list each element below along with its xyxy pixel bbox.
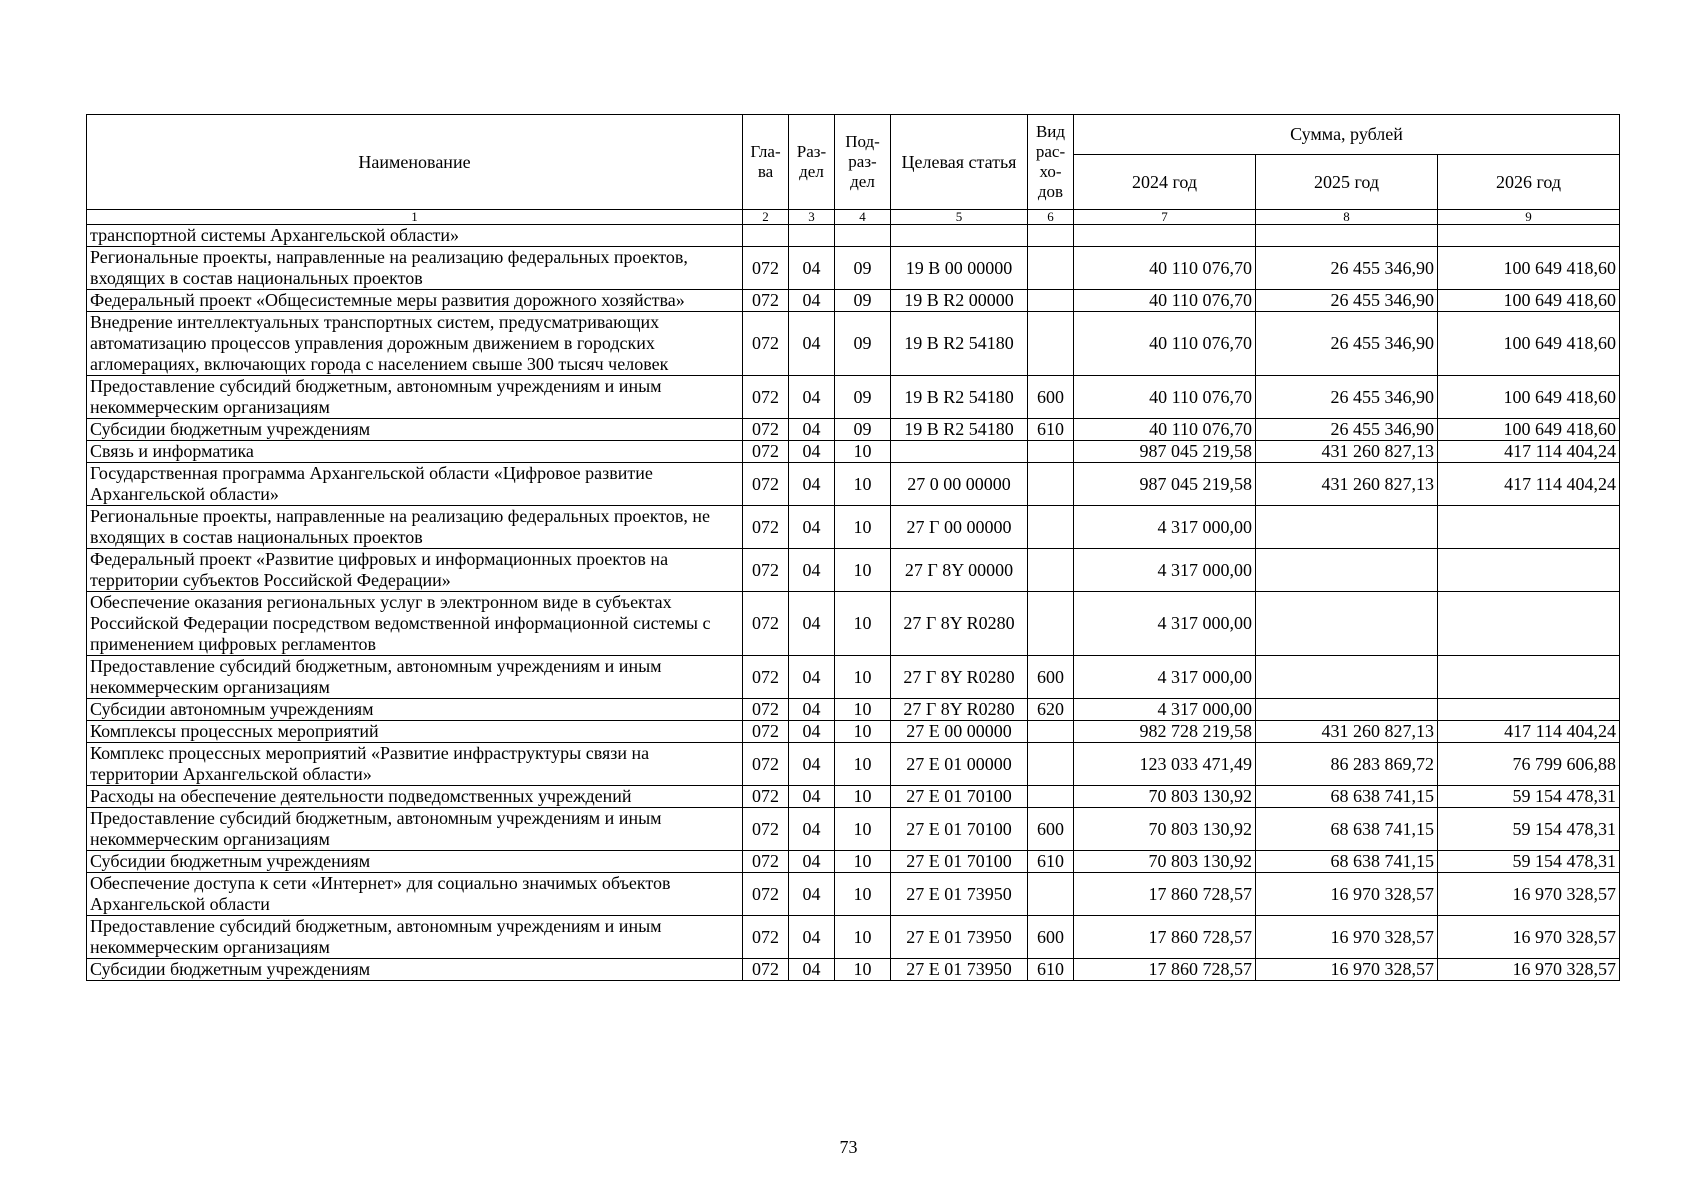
row-2025-amount: 16 970 328,57 [1256, 916, 1438, 959]
row-2024-amount [1074, 225, 1256, 247]
row-2025-amount: 86 283 869,72 [1256, 743, 1438, 786]
row-2026-amount [1438, 225, 1620, 247]
row-podrazdel-cell: 09 [835, 419, 891, 441]
row-vid-cell: 600 [1028, 376, 1074, 419]
row-razdel-cell: 04 [789, 656, 835, 699]
row-razdel-cell: 04 [789, 247, 835, 290]
row-podrazdel-cell: 10 [835, 699, 891, 721]
column-number-row [87, 210, 1620, 225]
column-number: 9 [1438, 210, 1620, 225]
header-podrazdel: Под-раз-дел [835, 115, 891, 210]
row-2026-amount: 100 649 418,60 [1438, 312, 1620, 376]
row-razdel-cell: 04 [789, 506, 835, 549]
column-number: 3 [789, 210, 835, 225]
row-2026-amount: 417 114 404,24 [1438, 463, 1620, 506]
table-row [87, 441, 1620, 463]
column-number: 8 [1256, 210, 1438, 225]
row-target-cell: 19 В R2 54180 [891, 419, 1028, 441]
row-name-cell: Субсидии бюджетным учреждениям [87, 851, 743, 873]
page-number: 73 [839, 1137, 858, 1157]
row-name-cell: Предоставление субсидий бюджетным, автономным учреждениям и иным некоммерческим организациям [87, 916, 743, 959]
table-row [87, 376, 1620, 419]
row-podrazdel-cell: 10 [835, 592, 891, 656]
row-2025-amount: 68 638 741,15 [1256, 808, 1438, 851]
table-row [87, 247, 1620, 290]
row-2024-amount: 40 110 076,70 [1074, 376, 1256, 419]
row-target-cell: 19 В R2 54180 [891, 312, 1028, 376]
row-name-cell: Обеспечение доступа к сети «Интернет» для социально значимых объектов Архангельской области [87, 873, 743, 916]
row-target-cell: 27 0 00 00000 [891, 463, 1028, 506]
row-2025-amount [1256, 225, 1438, 247]
row-name-cell: Предоставление субсидий бюджетным, автономным учреждениям и иным некоммерческим организациям [87, 808, 743, 851]
row-2026-amount: 100 649 418,60 [1438, 419, 1620, 441]
row-2026-amount: 16 970 328,57 [1438, 916, 1620, 959]
table-row [87, 225, 1620, 247]
row-vid-cell: 600 [1028, 808, 1074, 851]
row-2024-amount: 4 317 000,00 [1074, 549, 1256, 592]
table-row [87, 506, 1620, 549]
row-target-cell: 19 В 00 00000 [891, 247, 1028, 290]
row-2024-amount: 40 110 076,70 [1074, 247, 1256, 290]
row-target-cell: 27 Г 8Y R0280 [891, 656, 1028, 699]
row-2026-amount [1438, 699, 1620, 721]
table-row [87, 312, 1620, 376]
row-vid-cell [1028, 463, 1074, 506]
row-target-cell [891, 441, 1028, 463]
column-number: 7 [1074, 210, 1256, 225]
row-glava-cell [743, 225, 789, 247]
row-glava-cell: 072 [743, 743, 789, 786]
row-podrazdel-cell: 10 [835, 786, 891, 808]
row-2025-amount: 431 260 827,13 [1256, 441, 1438, 463]
row-name-cell: Предоставление субсидий бюджетным, автономным учреждениям и иным некоммерческим организациям [87, 656, 743, 699]
row-2026-amount: 100 649 418,60 [1438, 247, 1620, 290]
row-2024-amount: 4 317 000,00 [1074, 699, 1256, 721]
header-name: Наименование [87, 115, 743, 210]
row-glava-cell: 072 [743, 441, 789, 463]
row-name-cell: Комплекс процессных мероприятий «Развитие инфраструктуры связи на территории Архангельской области» [87, 743, 743, 786]
row-vid-cell: 620 [1028, 699, 1074, 721]
row-glava-cell: 072 [743, 873, 789, 916]
row-glava-cell: 072 [743, 786, 789, 808]
row-vid-cell: 600 [1028, 916, 1074, 959]
row-name-cell: Внедрение интеллектуальных транспортных систем, предусматривающих автоматизацию процессов управления дорожным движением в городских агломерациях, включающих города с населением свыше 300 тысяч человек [87, 312, 743, 376]
row-2026-amount: 59 154 478,31 [1438, 786, 1620, 808]
row-podrazdel-cell: 10 [835, 721, 891, 743]
row-2026-amount [1438, 506, 1620, 549]
row-vid-cell [1028, 721, 1074, 743]
row-2026-amount: 16 970 328,57 [1438, 959, 1620, 981]
row-podrazdel-cell: 09 [835, 247, 891, 290]
row-target-cell: 27 Г 8Y R0280 [891, 699, 1028, 721]
row-name-cell: транспортной системы Архангельской области» [87, 225, 743, 247]
row-2026-amount: 16 970 328,57 [1438, 873, 1620, 916]
row-2025-amount [1256, 506, 1438, 549]
row-2025-amount: 16 970 328,57 [1256, 873, 1438, 916]
row-vid-cell [1028, 873, 1074, 916]
column-number: 6 [1028, 210, 1074, 225]
row-glava-cell: 072 [743, 959, 789, 981]
row-razdel-cell: 04 [789, 851, 835, 873]
table-row [87, 463, 1620, 506]
table-row [87, 592, 1620, 656]
row-razdel-cell: 04 [789, 959, 835, 981]
row-glava-cell: 072 [743, 506, 789, 549]
row-vid-cell [1028, 247, 1074, 290]
table-row [87, 419, 1620, 441]
row-name-cell: Связь и информатика [87, 441, 743, 463]
row-glava-cell: 072 [743, 592, 789, 656]
row-target-cell: 19 В R2 54180 [891, 376, 1028, 419]
table-body [87, 225, 1620, 981]
table-row [87, 916, 1620, 959]
row-name-cell: Субсидии бюджетным учреждениям [87, 959, 743, 981]
row-2026-amount: 100 649 418,60 [1438, 290, 1620, 312]
row-target-cell: 27 Г 8Y R0280 [891, 592, 1028, 656]
row-2025-amount [1256, 592, 1438, 656]
row-2025-amount [1256, 549, 1438, 592]
row-razdel-cell: 04 [789, 721, 835, 743]
row-vid-cell [1028, 290, 1074, 312]
row-2025-amount: 26 455 346,90 [1256, 312, 1438, 376]
row-2025-amount: 68 638 741,15 [1256, 851, 1438, 873]
budget-table-sheet [86, 114, 1619, 981]
row-glava-cell: 072 [743, 290, 789, 312]
column-number: 1 [87, 210, 743, 225]
row-name-cell: Региональные проекты, направленные на реализацию федеральных проектов, не входящих в состав национальных проектов [87, 506, 743, 549]
row-vid-cell [1028, 506, 1074, 549]
row-2025-amount [1256, 656, 1438, 699]
row-glava-cell: 072 [743, 247, 789, 290]
header-target: Целевая статья [891, 115, 1028, 210]
row-2025-amount: 431 260 827,13 [1256, 463, 1438, 506]
row-name-cell: Предоставление субсидий бюджетным, автономным учреждениям и иным некоммерческим организациям [87, 376, 743, 419]
row-podrazdel-cell: 09 [835, 290, 891, 312]
row-glava-cell: 072 [743, 808, 789, 851]
row-glava-cell: 072 [743, 656, 789, 699]
row-2026-amount: 76 799 606,88 [1438, 743, 1620, 786]
row-name-cell: Федеральный проект «Развитие цифровых и информационных проектов на территории субъектов Российской Федерации» [87, 549, 743, 592]
row-2024-amount: 40 110 076,70 [1074, 290, 1256, 312]
row-razdel-cell: 04 [789, 376, 835, 419]
row-podrazdel-cell: 10 [835, 463, 891, 506]
row-podrazdel-cell: 10 [835, 441, 891, 463]
row-2024-amount: 4 317 000,00 [1074, 506, 1256, 549]
row-vid-cell [1028, 441, 1074, 463]
row-vid-cell [1028, 225, 1074, 247]
row-2026-amount [1438, 656, 1620, 699]
row-vid-cell: 610 [1028, 851, 1074, 873]
row-target-cell: 27 Е 01 70100 [891, 786, 1028, 808]
row-razdel-cell: 04 [789, 290, 835, 312]
row-glava-cell: 072 [743, 419, 789, 441]
row-podrazdel-cell: 10 [835, 916, 891, 959]
row-name-cell: Обеспечение оказания региональных услуг в электронном виде в субъектах Российской Федерации посредством ведомственной информационной системы с применением цифровых регламентов [87, 592, 743, 656]
row-podrazdel-cell: 10 [835, 851, 891, 873]
row-razdel-cell: 04 [789, 808, 835, 851]
table-row [87, 808, 1620, 851]
header-glava: Гла-ва [743, 115, 789, 210]
row-2025-amount: 68 638 741,15 [1256, 786, 1438, 808]
row-2024-amount: 40 110 076,70 [1074, 312, 1256, 376]
table-row [87, 873, 1620, 916]
row-podrazdel-cell [835, 225, 891, 247]
row-name-cell: Субсидии бюджетным учреждениям [87, 419, 743, 441]
row-2024-amount: 17 860 728,57 [1074, 959, 1256, 981]
header-year-2026: 2026 год [1438, 155, 1620, 210]
row-target-cell: 27 Г 00 00000 [891, 506, 1028, 549]
row-2026-amount [1438, 549, 1620, 592]
row-2026-amount: 417 114 404,24 [1438, 721, 1620, 743]
row-razdel-cell: 04 [789, 873, 835, 916]
row-razdel-cell: 04 [789, 592, 835, 656]
column-number: 2 [743, 210, 789, 225]
row-razdel-cell: 04 [789, 786, 835, 808]
row-2024-amount: 40 110 076,70 [1074, 419, 1256, 441]
row-glava-cell: 072 [743, 376, 789, 419]
row-target-cell: 27 Е 01 73950 [891, 873, 1028, 916]
row-podrazdel-cell: 09 [835, 312, 891, 376]
table-header [87, 115, 1620, 225]
row-2024-amount: 4 317 000,00 [1074, 592, 1256, 656]
table-row [87, 656, 1620, 699]
row-glava-cell: 072 [743, 699, 789, 721]
row-2025-amount: 26 455 346,90 [1256, 419, 1438, 441]
table-row [87, 549, 1620, 592]
row-2024-amount: 70 803 130,92 [1074, 808, 1256, 851]
row-vid-cell: 610 [1028, 419, 1074, 441]
row-2026-amount [1438, 592, 1620, 656]
column-number: 5 [891, 210, 1028, 225]
row-razdel-cell: 04 [789, 463, 835, 506]
row-podrazdel-cell: 10 [835, 549, 891, 592]
row-target-cell: 27 Е 01 00000 [891, 743, 1028, 786]
row-name-cell: Расходы на обеспечение деятельности подведомственных учреждений [87, 786, 743, 808]
row-name-cell: Государственная программа Архангельской области «Цифровое развитие Архангельской области» [87, 463, 743, 506]
table-row [87, 743, 1620, 786]
row-2024-amount: 987 045 219,58 [1074, 441, 1256, 463]
row-target-cell: 27 Е 01 70100 [891, 808, 1028, 851]
table-row [87, 721, 1620, 743]
row-glava-cell: 072 [743, 851, 789, 873]
row-2026-amount: 59 154 478,31 [1438, 808, 1620, 851]
row-target-cell: 27 Е 01 73950 [891, 959, 1028, 981]
row-target-cell [891, 225, 1028, 247]
row-glava-cell: 072 [743, 721, 789, 743]
row-target-cell: 19 В R2 00000 [891, 290, 1028, 312]
row-razdel-cell: 04 [789, 419, 835, 441]
row-2024-amount: 70 803 130,92 [1074, 786, 1256, 808]
row-2024-amount: 4 317 000,00 [1074, 656, 1256, 699]
row-podrazdel-cell: 09 [835, 376, 891, 419]
row-name-cell: Федеральный проект «Общесистемные меры развития дорожного хозяйства» [87, 290, 743, 312]
row-2024-amount: 70 803 130,92 [1074, 851, 1256, 873]
table-row [87, 851, 1620, 873]
row-2025-amount: 26 455 346,90 [1256, 376, 1438, 419]
row-podrazdel-cell: 10 [835, 959, 891, 981]
row-2024-amount: 982 728 219,58 [1074, 721, 1256, 743]
row-podrazdel-cell: 10 [835, 506, 891, 549]
header-razdel: Раз-дел [789, 115, 835, 210]
row-2026-amount: 417 114 404,24 [1438, 441, 1620, 463]
header-year-2025: 2025 год [1256, 155, 1438, 210]
row-glava-cell: 072 [743, 312, 789, 376]
row-podrazdel-cell: 10 [835, 743, 891, 786]
row-target-cell: 27 Е 00 00000 [891, 721, 1028, 743]
row-target-cell: 27 Е 01 70100 [891, 851, 1028, 873]
row-vid-cell [1028, 592, 1074, 656]
row-razdel-cell: 04 [789, 549, 835, 592]
row-podrazdel-cell: 10 [835, 808, 891, 851]
row-2025-amount: 26 455 346,90 [1256, 290, 1438, 312]
row-2024-amount: 987 045 219,58 [1074, 463, 1256, 506]
row-razdel-cell [789, 225, 835, 247]
row-2025-amount [1256, 699, 1438, 721]
row-glava-cell: 072 [743, 463, 789, 506]
table-row [87, 290, 1620, 312]
row-razdel-cell: 04 [789, 699, 835, 721]
table-row [87, 699, 1620, 721]
row-podrazdel-cell: 10 [835, 873, 891, 916]
row-glava-cell: 072 [743, 549, 789, 592]
row-2024-amount: 123 033 471,49 [1074, 743, 1256, 786]
row-target-cell: 27 Г 8Y 00000 [891, 549, 1028, 592]
row-razdel-cell: 04 [789, 916, 835, 959]
row-razdel-cell: 04 [789, 743, 835, 786]
budget-table [86, 114, 1620, 981]
row-vid-cell: 600 [1028, 656, 1074, 699]
table-row [87, 959, 1620, 981]
header-summa: Сумма, рублей [1074, 115, 1620, 155]
row-name-cell: Региональные проекты, направленные на реализацию федеральных проектов, входящих в состав национальных проектов [87, 247, 743, 290]
row-vid-cell: 610 [1028, 959, 1074, 981]
row-2024-amount: 17 860 728,57 [1074, 873, 1256, 916]
row-2025-amount: 26 455 346,90 [1256, 247, 1438, 290]
row-2026-amount: 100 649 418,60 [1438, 376, 1620, 419]
row-2025-amount: 431 260 827,13 [1256, 721, 1438, 743]
row-razdel-cell: 04 [789, 441, 835, 463]
row-razdel-cell: 04 [789, 312, 835, 376]
row-name-cell: Комплексы процессных мероприятий [87, 721, 743, 743]
row-vid-cell [1028, 743, 1074, 786]
header-vid: Вид рас-хо-дов [1028, 115, 1074, 210]
row-target-cell: 27 Е 01 73950 [891, 916, 1028, 959]
row-podrazdel-cell: 10 [835, 656, 891, 699]
row-glava-cell: 072 [743, 916, 789, 959]
row-vid-cell [1028, 786, 1074, 808]
row-name-cell: Субсидии автономным учреждениям [87, 699, 743, 721]
row-2025-amount: 16 970 328,57 [1256, 959, 1438, 981]
row-2024-amount: 17 860 728,57 [1074, 916, 1256, 959]
row-2026-amount: 59 154 478,31 [1438, 851, 1620, 873]
table-row [87, 786, 1620, 808]
header-year-2024: 2024 год [1074, 155, 1256, 210]
row-vid-cell [1028, 312, 1074, 376]
column-number: 4 [835, 210, 891, 225]
row-vid-cell [1028, 549, 1074, 592]
